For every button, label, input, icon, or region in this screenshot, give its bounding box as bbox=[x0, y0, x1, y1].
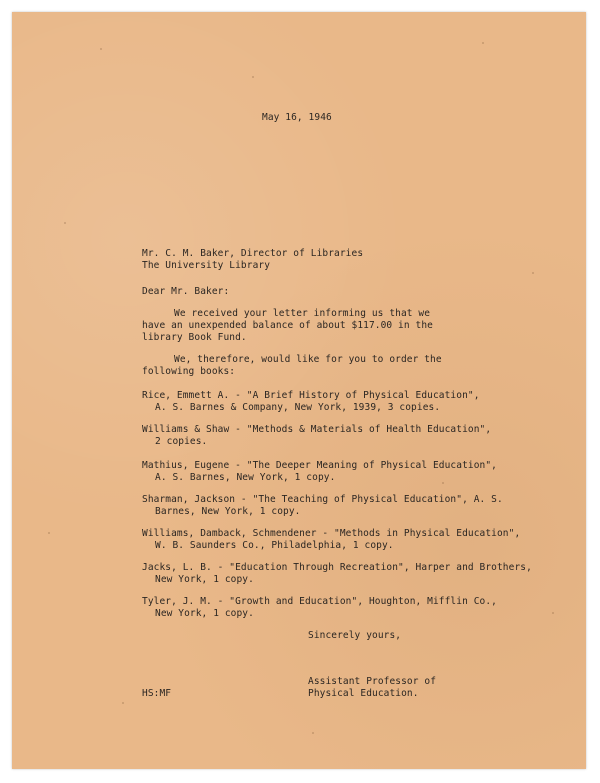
book-7-line-2: New York, 1 copy. bbox=[155, 608, 254, 619]
paragraph-1-line-1: We received your letter informing us that we bbox=[174, 308, 431, 319]
book-6-line-1: Jacks, L. B. - "Education Through Recreation", Harper and Brothers, bbox=[142, 562, 532, 573]
signature-title-line-2: Physical Education. bbox=[308, 688, 419, 699]
paper-speck bbox=[100, 48, 102, 50]
book-6-line-2: New York, 1 copy. bbox=[155, 574, 254, 585]
paper-speck bbox=[64, 222, 66, 224]
recipient-line-1: Mr. C. M. Baker, Director of Libraries bbox=[142, 248, 364, 259]
paper-speck bbox=[482, 42, 484, 44]
book-5-line-2: W. B. Saunders Co., Philadelphia, 1 copy. bbox=[155, 540, 394, 551]
book-4-line-1: Sharman, Jackson - "The Teaching of Physical Education", A. S. bbox=[142, 494, 503, 505]
letter-page bbox=[12, 12, 586, 769]
book-1-line-1: Rice, Emmett A. - "A Brief History of Physical Education", bbox=[142, 390, 480, 401]
book-7-line-1: Tyler, J. M. - "Growth and Education", Houghton, Mifflin Co., bbox=[142, 596, 497, 607]
book-1-line-2: A. S. Barnes & Company, New York, 1939, 3 copies. bbox=[155, 402, 441, 413]
salutation: Dear Mr. Baker: bbox=[142, 286, 230, 297]
letter-date: May 16, 1946 bbox=[262, 112, 332, 123]
paragraph-2-line-1: We, therefore, would like for you to order the bbox=[174, 354, 442, 365]
paper-speck bbox=[552, 612, 554, 614]
paper-speck bbox=[48, 532, 50, 534]
paper-speck bbox=[442, 482, 444, 484]
book-2-line-1: Williams & Shaw - "Methods & Materials of Health Education", bbox=[142, 424, 492, 435]
paper-speck bbox=[252, 76, 254, 78]
book-3-line-2: A. S. Barnes, New York, 1 copy. bbox=[155, 472, 336, 483]
closing: Sincerely yours, bbox=[308, 630, 402, 641]
paragraph-1-line-3: library Book Fund. bbox=[142, 332, 247, 343]
recipient-line-2: The University Library bbox=[142, 260, 271, 271]
book-2-line-2: 2 copies. bbox=[155, 436, 208, 447]
signature-title-line-1: Assistant Professor of bbox=[308, 676, 437, 687]
typist-initials: HS:MF bbox=[142, 688, 172, 699]
book-4-line-2: Barnes, New York, 1 copy. bbox=[155, 506, 301, 517]
book-5-line-1: Williams, Damback, Schmendener - "Methods in Physical Education", bbox=[142, 528, 521, 539]
paper-speck bbox=[532, 272, 534, 274]
paragraph-2-line-2: following books: bbox=[142, 366, 236, 377]
paper-speck bbox=[122, 702, 124, 704]
paragraph-1-line-2: have an unexpended balance of about $117.00 in the bbox=[142, 320, 433, 331]
book-3-line-1: Mathius, Eugene - "The Deeper Meaning of Physical Education", bbox=[142, 460, 497, 471]
paper-speck bbox=[312, 732, 314, 734]
